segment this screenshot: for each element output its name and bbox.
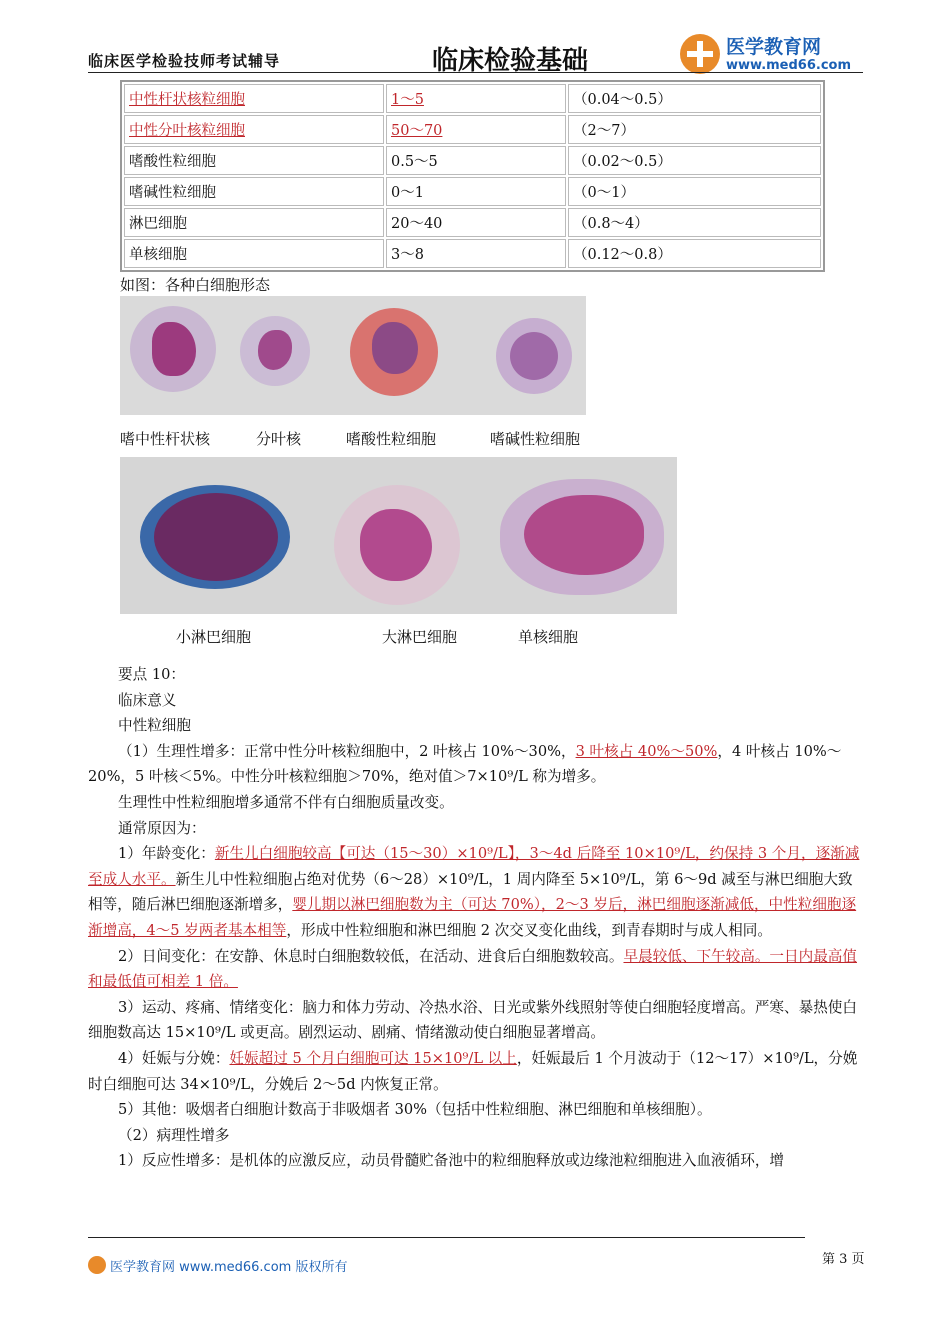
label-band-neutrophil: 嗜中性杆状核 bbox=[120, 430, 211, 448]
table-row bbox=[124, 84, 821, 113]
cell-name: 中性分叶核粒细胞 bbox=[124, 115, 384, 144]
cell-absolute: （2～7） bbox=[568, 115, 821, 144]
cell-absolute: （0.02～0.5） bbox=[568, 146, 821, 175]
figure-caption: 如图：各种白细胞形态 bbox=[120, 276, 271, 294]
label-large-lymphocyte: 大淋巴细胞 bbox=[382, 628, 458, 646]
table-row bbox=[124, 208, 821, 237]
cell-absolute: （0.8～4） bbox=[568, 208, 821, 237]
cell-absolute: （0.04～0.5） bbox=[568, 84, 821, 113]
header-divider bbox=[88, 72, 863, 73]
logo-cross-icon bbox=[680, 34, 720, 74]
paragraph: 通常原因为： bbox=[118, 819, 206, 837]
page-title: 临床检验基础 bbox=[432, 46, 589, 76]
cell-absolute: （0～1） bbox=[568, 177, 821, 206]
table-row bbox=[124, 146, 821, 175]
paragraph: 临床意义 bbox=[118, 691, 177, 709]
paragraph: 中性粒细胞 bbox=[118, 717, 191, 735]
cell-percent: 3～8 bbox=[386, 239, 566, 268]
leukocyte-reference-table bbox=[120, 80, 825, 272]
page-number: 第 3 页 bbox=[822, 1252, 865, 1267]
cell-name: 嗜碱性粒细胞 bbox=[124, 177, 384, 206]
large-lymphocyte-image bbox=[334, 485, 460, 605]
granulocyte-micrograph bbox=[120, 296, 586, 415]
small-lymphocyte-image bbox=[140, 485, 290, 589]
segmented-neutrophil-image bbox=[240, 316, 310, 386]
label-basophil: 嗜碱性粒细胞 bbox=[490, 430, 581, 448]
paragraph: （2）病理性增多 bbox=[118, 1126, 230, 1144]
label-segmented-neutrophil: 分叶核 bbox=[256, 430, 302, 448]
footer-logo-icon bbox=[88, 1256, 106, 1274]
basophil-image bbox=[496, 318, 572, 394]
paragraph: 生理性中性粒细胞增多通常不伴有白细胞质量改变。 bbox=[118, 793, 454, 811]
cell-name: 嗜酸性粒细胞 bbox=[124, 146, 384, 175]
cell-name: 淋巴细胞 bbox=[124, 208, 384, 237]
paragraph: 1）年龄变化：新生儿白细胞较高【可达（15～30）×10⁹/L】，3～4d 后降至 10×10⁹/L，约保持 3 个月，逐渐减至成人水平。新生儿中性粒细胞占绝对优势（6～28）×10⁹/L，1 周内降至 5×10⁹/L，第 6～9d 减至与淋巴细胞大致相等，随后淋巴细胞逐渐增多，婴儿期以淋巴细胞数为主（可达 70%），2～3 岁后，淋巴细胞逐渐减低，中性粒细胞逐渐增高，4～5 岁两者基本相等，形成中性粒细胞和淋巴细胞 2 次交叉变化曲线，到青春期时与成人相同。 bbox=[88, 845, 860, 939]
monocyte-image bbox=[500, 479, 664, 595]
label-monocyte: 单核细胞 bbox=[518, 628, 579, 646]
table-row bbox=[124, 177, 821, 206]
table-row bbox=[124, 115, 821, 144]
eosinophil-image bbox=[350, 308, 438, 396]
cell-percent: 20～40 bbox=[386, 208, 566, 237]
paragraph: 4）妊娠与分娩：妊娠超过 5 个月白细胞可达 15×10⁹/L 以上，妊娠最后 1 个月波动于（12～17）×10⁹/L，分娩时白细胞可达 34×10⁹/L，分娩后 2～5d 内恢复正常。 bbox=[88, 1049, 858, 1093]
cell-name: 单核细胞 bbox=[124, 239, 384, 268]
footer-copyright: 医学教育网 www.med66.com 版权所有 bbox=[110, 1260, 348, 1275]
paragraph: 要点 10： bbox=[118, 666, 185, 683]
cell-name: 中性杆状核粒细胞 bbox=[124, 84, 384, 113]
cell-percent: 0.5～5 bbox=[386, 146, 566, 175]
paragraph: 2）日间变化：在安静、休息时白细胞数较低，在活动、进食后白细胞数较高。早晨较低、下午较高。一日内最高值和最低值可相差 1 倍。 bbox=[88, 947, 857, 991]
label-small-lymphocyte: 小淋巴细胞 bbox=[176, 628, 252, 646]
agranulocyte-micrograph bbox=[120, 457, 677, 614]
cell-absolute: （0.12～0.8） bbox=[568, 239, 821, 268]
paragraph: 3）运动、疼痛、情绪变化：脑力和体力劳动、冷热水浴、日光或紫外线照射等使白细胞轻度增高。严寒、暴热使白细胞数高达 15×10⁹/L 或更高。剧烈运动、剧痛、情绪激动使白细胞显著增高。 bbox=[88, 998, 857, 1042]
logo-title: 医学教育网 bbox=[726, 36, 822, 58]
paragraph: （1）生理性增多：正常中性分叶核粒细胞中，2 叶核占 10%～30%，3 叶核占 40%～50%，4 叶核占 10%～20%，5 叶核＜5%。中性分叶核粒细胞＞70%，绝对值＞7×10⁹/L 称为增多。 bbox=[88, 742, 842, 786]
logo-url: www.med66.com bbox=[726, 58, 852, 73]
paragraph: 5）其他：吸烟者白细胞计数高于非吸烟者 30%（包括中性粒细胞、淋巴细胞和单核细胞）。 bbox=[118, 1101, 712, 1119]
label-eosinophil: 嗜酸性粒细胞 bbox=[346, 430, 437, 448]
table-row bbox=[124, 239, 821, 268]
paragraph: 1）反应性增多：是机体的应激反应，动员骨髓贮备池中的粒细胞释放或边缘池粒细胞进入血液循环，增 bbox=[118, 1152, 785, 1170]
body-text bbox=[88, 662, 866, 1174]
cell-percent: 50～70 bbox=[386, 115, 566, 144]
footer-divider bbox=[88, 1237, 805, 1238]
band-neutrophil-image bbox=[130, 306, 216, 392]
cell-percent: 1～5 bbox=[386, 84, 566, 113]
header-subtitle: 临床医学检验技师考试辅导 bbox=[88, 52, 281, 70]
cell-percent: 0～1 bbox=[386, 177, 566, 206]
